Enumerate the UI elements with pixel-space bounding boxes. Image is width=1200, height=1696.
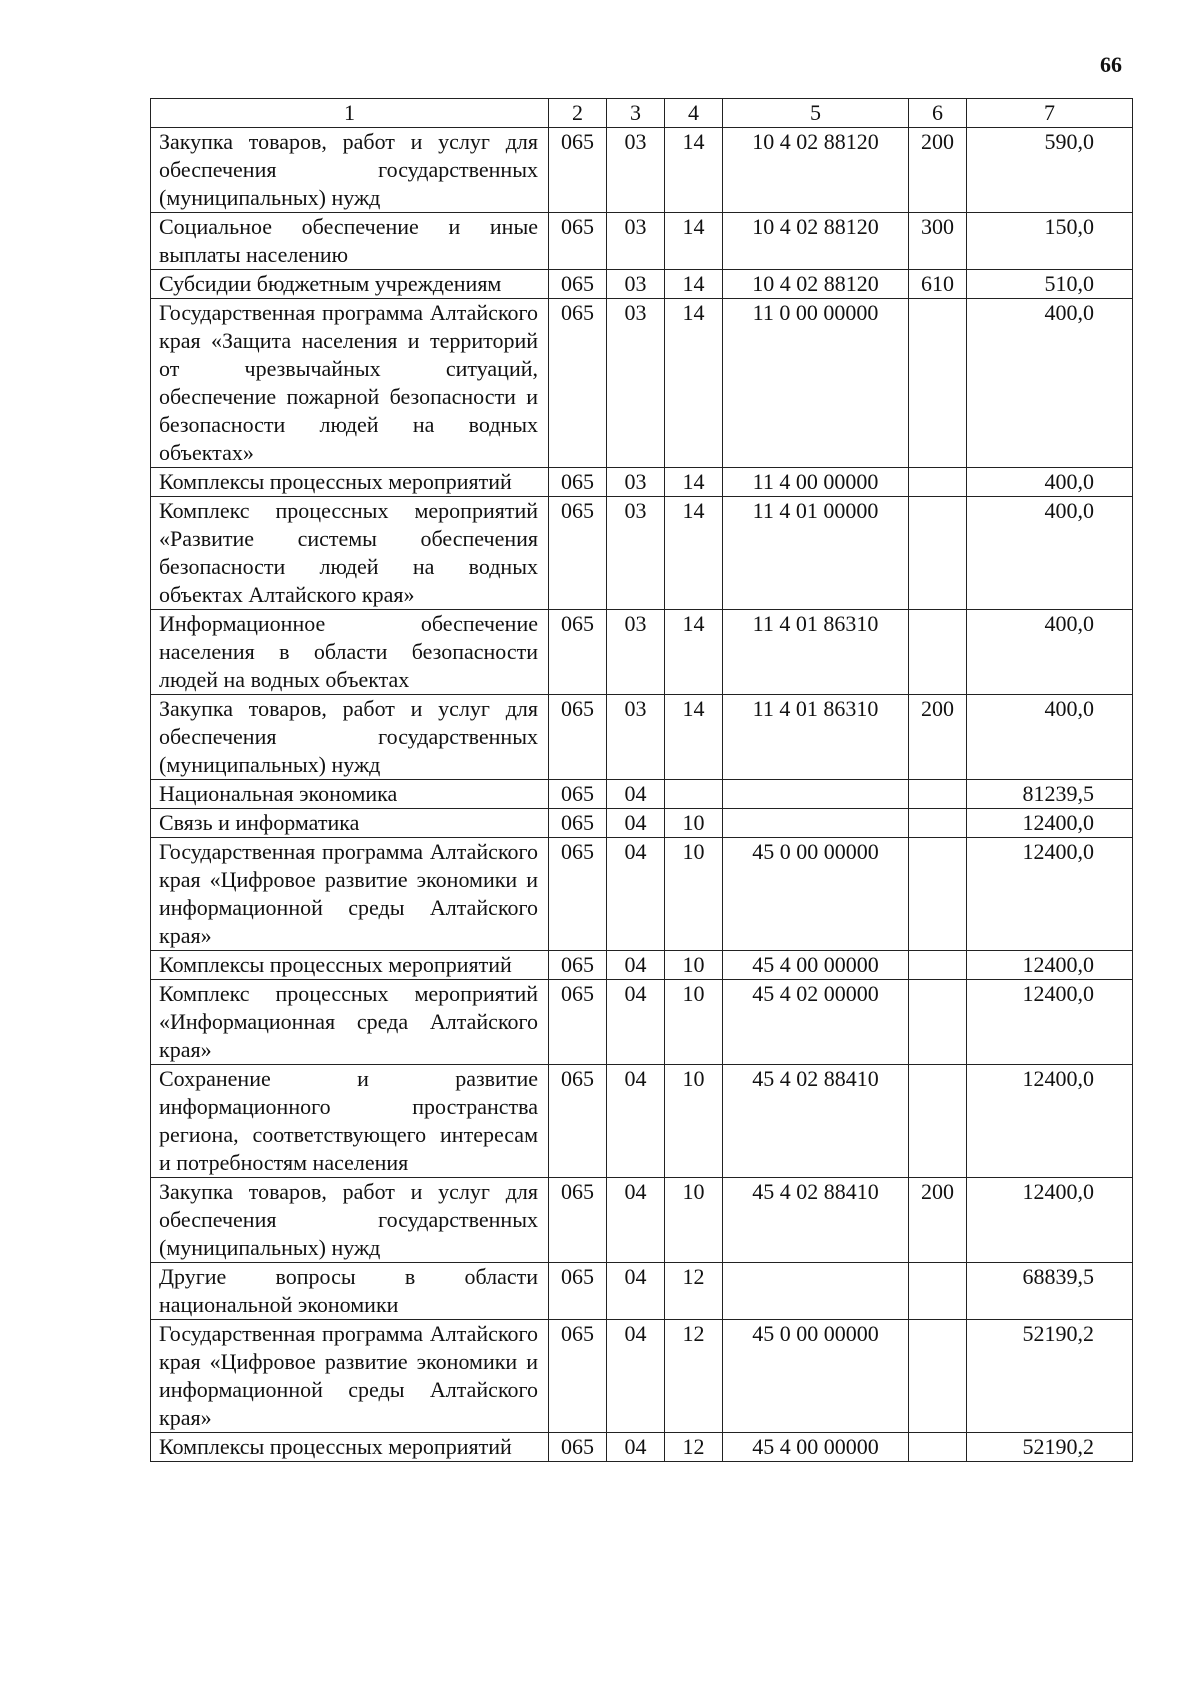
row-expense-type: [909, 951, 967, 980]
table-row: [151, 213, 1133, 270]
row-name: Закупка товаров, работ и услуг для обеспечения государственных (муниципальных) нужд: [151, 128, 549, 213]
row-ministry-code: 065: [549, 1263, 607, 1320]
row-subsection-code: 10: [665, 980, 723, 1065]
row-subsection-code: 14: [665, 695, 723, 780]
row-target-code: 11 4 01 00000: [723, 497, 909, 610]
row-expense-type: 610: [909, 270, 967, 299]
table-row: [151, 270, 1133, 299]
row-ministry-code: 065: [549, 610, 607, 695]
row-section-code: 04: [607, 980, 665, 1065]
row-amount: 12400,0: [967, 980, 1133, 1065]
row-target-code: 45 0 00 00000: [723, 838, 909, 951]
budget-table: [150, 98, 1133, 1462]
row-section-code: 04: [607, 1320, 665, 1433]
row-name: Комплекс процессных мероприятий «Развитие системы обеспечения безопасности людей на водных объектах Алтайского края»: [151, 497, 549, 610]
row-amount: 52190,2: [967, 1320, 1133, 1433]
row-amount: 12400,0: [967, 1178, 1133, 1263]
row-section-code: 03: [607, 610, 665, 695]
row-ministry-code: 065: [549, 270, 607, 299]
row-amount: 12400,0: [967, 838, 1133, 951]
row-expense-type: 200: [909, 128, 967, 213]
row-amount: 81239,5: [967, 780, 1133, 809]
row-name: Комплексы процессных мероприятий: [151, 468, 549, 497]
table-row: [151, 1065, 1133, 1178]
row-ministry-code: 065: [549, 809, 607, 838]
row-amount: 12400,0: [967, 1065, 1133, 1178]
row-subsection-code: 14: [665, 299, 723, 468]
row-section-code: 03: [607, 497, 665, 610]
row-target-code: 11 4 01 86310: [723, 610, 909, 695]
page-number: 66: [1100, 52, 1122, 77]
row-subsection-code: 14: [665, 270, 723, 299]
row-expense-type: [909, 1320, 967, 1433]
row-name: Комплексы процессных мероприятий: [151, 951, 549, 980]
row-section-code: 04: [607, 1263, 665, 1320]
row-name: Национальная экономика: [151, 780, 549, 809]
row-expense-type: [909, 468, 967, 497]
row-ministry-code: 065: [549, 838, 607, 951]
row-section-code: 04: [607, 1065, 665, 1178]
row-expense-type: 300: [909, 213, 967, 270]
row-subsection-code: 10: [665, 838, 723, 951]
row-target-code: [723, 780, 909, 809]
row-section-code: 03: [607, 468, 665, 497]
row-subsection-code: 14: [665, 468, 723, 497]
row-subsection-code: 10: [665, 951, 723, 980]
row-amount: 590,0: [967, 128, 1133, 213]
table-row: [151, 780, 1133, 809]
row-amount: 400,0: [967, 299, 1133, 468]
row-name: Информационное обеспечение населения в области безопасности людей на водных объектах: [151, 610, 549, 695]
column-header-3: 3: [607, 99, 665, 128]
row-name: Другие вопросы в области национальной экономики: [151, 1263, 549, 1320]
row-expense-type: [909, 1065, 967, 1178]
row-expense-type: [909, 980, 967, 1065]
row-subsection-code: 12: [665, 1433, 723, 1462]
row-expense-type: [909, 299, 967, 468]
row-ministry-code: 065: [549, 299, 607, 468]
row-subsection-code: [665, 780, 723, 809]
row-target-code: 11 4 00 00000: [723, 468, 909, 497]
row-expense-type: [909, 809, 967, 838]
table-row: [151, 1433, 1133, 1462]
row-target-code: 11 4 01 86310: [723, 695, 909, 780]
row-name: Комплексы процессных мероприятий: [151, 1433, 549, 1462]
row-expense-type: [909, 838, 967, 951]
row-section-code: 04: [607, 951, 665, 980]
row-ministry-code: 065: [549, 213, 607, 270]
row-ministry-code: 065: [549, 780, 607, 809]
row-ministry-code: 065: [549, 1320, 607, 1433]
header-row: [151, 99, 1133, 128]
row-name: Комплекс процессных мероприятий «Информационная среда Алтайского края»: [151, 980, 549, 1065]
row-expense-type: 200: [909, 695, 967, 780]
row-section-code: 03: [607, 213, 665, 270]
row-subsection-code: 14: [665, 213, 723, 270]
row-subsection-code: 14: [665, 128, 723, 213]
row-amount: 400,0: [967, 497, 1133, 610]
row-target-code: 45 4 02 88410: [723, 1178, 909, 1263]
table-row: [151, 128, 1133, 213]
row-section-code: 03: [607, 128, 665, 213]
row-expense-type: [909, 610, 967, 695]
row-subsection-code: 12: [665, 1320, 723, 1433]
row-name: Связь и информатика: [151, 809, 549, 838]
table-row: [151, 299, 1133, 468]
row-ministry-code: 065: [549, 1178, 607, 1263]
table-row: [151, 1178, 1133, 1263]
row-name: Субсидии бюджетным учреждениям: [151, 270, 549, 299]
row-name: Закупка товаров, работ и услуг для обеспечения государственных (муниципальных) нужд: [151, 1178, 549, 1263]
row-subsection-code: 12: [665, 1263, 723, 1320]
row-subsection-code: 10: [665, 1065, 723, 1178]
table-row: [151, 951, 1133, 980]
row-name: Государственная программа Алтайского края «Цифровое развитие экономики и информационной среды Алтайского края»: [151, 1320, 549, 1433]
row-ministry-code: 065: [549, 497, 607, 610]
row-target-code: 11 0 00 00000: [723, 299, 909, 468]
column-header-2: 2: [549, 99, 607, 128]
row-target-code: 10 4 02 88120: [723, 128, 909, 213]
row-target-code: 10 4 02 88120: [723, 270, 909, 299]
row-target-code: 45 4 00 00000: [723, 951, 909, 980]
row-section-code: 03: [607, 299, 665, 468]
row-subsection-code: 14: [665, 610, 723, 695]
row-amount: 510,0: [967, 270, 1133, 299]
table-row: [151, 1320, 1133, 1433]
row-name: Закупка товаров, работ и услуг для обеспечения государственных (муниципальных) нужд: [151, 695, 549, 780]
row-subsection-code: 10: [665, 1178, 723, 1263]
column-header-1: 1: [151, 99, 549, 128]
row-amount: 68839,5: [967, 1263, 1133, 1320]
row-expense-type: [909, 780, 967, 809]
row-section-code: 04: [607, 809, 665, 838]
row-ministry-code: 065: [549, 980, 607, 1065]
column-header-7: 7: [967, 99, 1133, 128]
column-header-4: 4: [665, 99, 723, 128]
column-header-5: 5: [723, 99, 909, 128]
row-section-code: 03: [607, 695, 665, 780]
table-row: [151, 1263, 1133, 1320]
row-amount: 400,0: [967, 610, 1133, 695]
row-target-code: [723, 1263, 909, 1320]
row-ministry-code: 065: [549, 1065, 607, 1178]
table-row: [151, 468, 1133, 497]
row-section-code: 04: [607, 780, 665, 809]
row-subsection-code: 14: [665, 497, 723, 610]
row-target-code: [723, 809, 909, 838]
row-name: Сохранение и развитие информационного пространства региона, соответствующего интересам и потребностям населения: [151, 1065, 549, 1178]
row-amount: 400,0: [967, 468, 1133, 497]
table-row: [151, 809, 1133, 838]
row-target-code: 45 4 02 00000: [723, 980, 909, 1065]
row-amount: 150,0: [967, 213, 1133, 270]
row-section-code: 04: [607, 1433, 665, 1462]
row-name: Государственная программа Алтайского края «Цифровое развитие экономики и информационной среды Алтайского края»: [151, 838, 549, 951]
row-ministry-code: 065: [549, 695, 607, 780]
row-expense-type: [909, 1433, 967, 1462]
table-row: [151, 695, 1133, 780]
row-target-code: 45 4 00 00000: [723, 1433, 909, 1462]
row-expense-type: [909, 497, 967, 610]
row-name: Социальное обеспечение и иные выплаты населению: [151, 213, 549, 270]
row-ministry-code: 065: [549, 1433, 607, 1462]
row-ministry-code: 065: [549, 951, 607, 980]
column-header-6: 6: [909, 99, 967, 128]
table-row: [151, 980, 1133, 1065]
table-row: [151, 497, 1133, 610]
row-subsection-code: 10: [665, 809, 723, 838]
row-amount: 12400,0: [967, 951, 1133, 980]
row-section-code: 04: [607, 838, 665, 951]
row-amount: 52190,2: [967, 1433, 1133, 1462]
table-row: [151, 610, 1133, 695]
table-row: [151, 838, 1133, 951]
row-ministry-code: 065: [549, 128, 607, 213]
row-section-code: 03: [607, 270, 665, 299]
row-section-code: 04: [607, 1178, 665, 1263]
row-expense-type: [909, 1263, 967, 1320]
row-target-code: 45 4 02 88410: [723, 1065, 909, 1178]
row-name: Государственная программа Алтайского края «Защита населения и территорий от чрезвычайных ситуаций, обеспечение пожарной безопасности и безопасности людей на водных объектах»: [151, 299, 549, 468]
row-target-code: 10 4 02 88120: [723, 213, 909, 270]
row-amount: 12400,0: [967, 809, 1133, 838]
row-expense-type: 200: [909, 1178, 967, 1263]
row-amount: 400,0: [967, 695, 1133, 780]
row-target-code: 45 0 00 00000: [723, 1320, 909, 1433]
row-ministry-code: 065: [549, 468, 607, 497]
